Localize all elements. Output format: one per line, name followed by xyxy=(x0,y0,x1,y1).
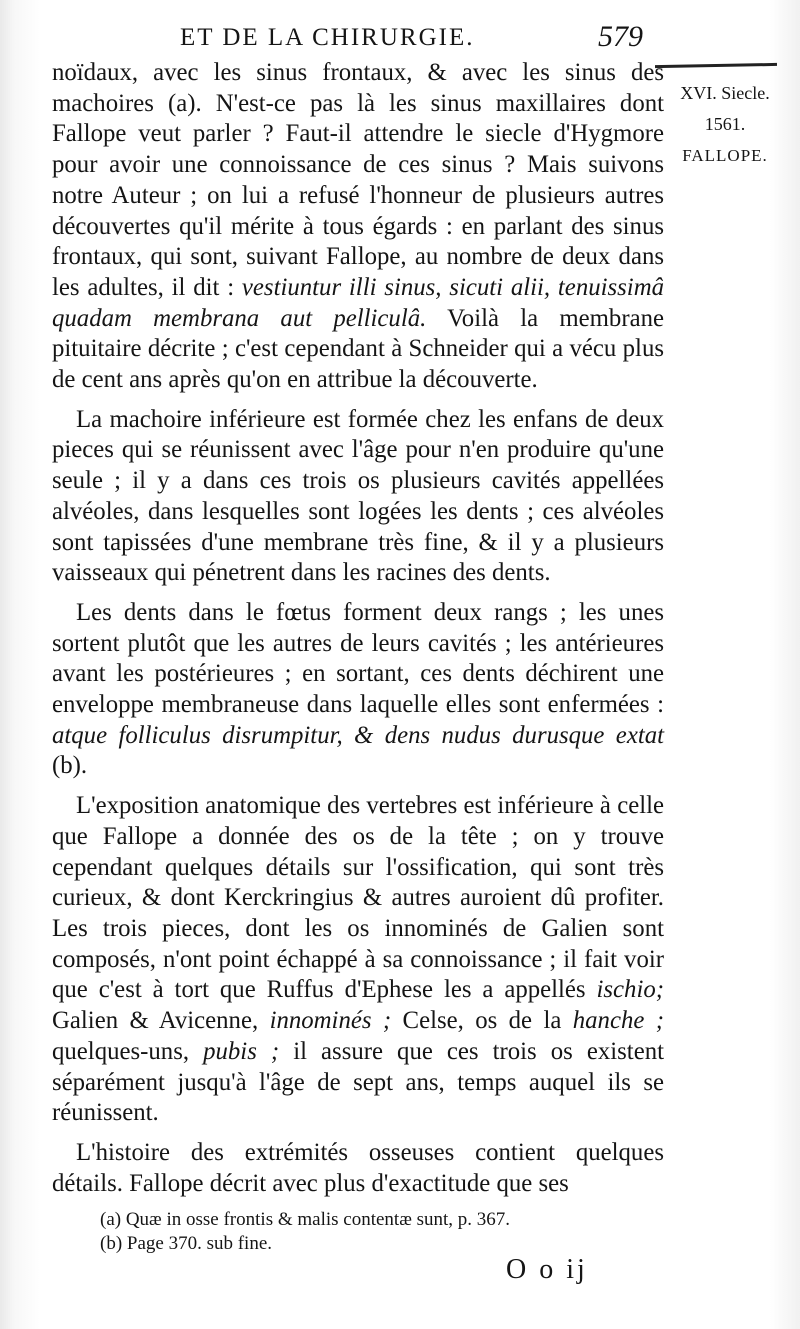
text-segment: (b). xyxy=(52,752,88,780)
italic-segment: hanche ; xyxy=(572,1007,665,1035)
text-segment: il assure que ces trois os existent séparément jusqu'à l'âge de sept ans, temps auquel ils se réunissent. xyxy=(52,1037,664,1127)
text-segment: Galien & Avicenne, xyxy=(52,1007,270,1035)
page-number: 579 xyxy=(598,20,643,53)
footnote-b: (b) Page 370. sub fine. xyxy=(100,1233,273,1254)
text-segment: L'histoire des extrémités osseuses contient quelques détails. Fallope décrit avec plus d'exactitude que ses xyxy=(52,1138,664,1197)
margin-century: XVI. Siecle. xyxy=(680,83,770,103)
italic-segment: pubis ; xyxy=(203,1037,280,1065)
text-segment: La machoire inférieure est formée chez les enfans de deux pieces qui se réunissent avec l'âge pour n'en produire qu'une seule ; il y a dans ces trois os plusieurs cavités appellées alvéoles, dans lesquelles sont logées les dents ; ces alvéoles sont tapissées d'une membrane très fine, & il y a plusieurs vaisseaux qui pénetrent dans les racines des dents. xyxy=(52,405,664,587)
text-segment: noïdaux, avec les sinus frontaux, & avec les sinus des machoires (a). N'est-ce pas là les sinus maxillaires dont Fallope veut parler ? Faut-il attendre le siecle d'Hygmore pour avoir une connoissance de ces sinus ? Mais suivons notre Auteur ; on lui a refusé l'honneur de plusieurs autres découvertes qu'il mérite à tous égards : en parlant des sinus frontaux, qui sont, suivant Fallope, au nombre de deux dans les adultes, il dit : xyxy=(52,59,664,301)
text-segment: Les dents dans le fœtus forment deux rangs ; les unes sortent plutôt que les autres de leurs cavités ; les antérieures avant les postérieures ; en sortant, ces dents déchirent une enveloppe membraneuse dans laquelle elles sont enfermées : xyxy=(52,598,664,719)
footnote-a: (a) Quæ in osse frontis & malis contentæ sunt, p. 367. xyxy=(100,1209,511,1230)
margin-rule xyxy=(655,63,777,68)
italic-segment: ischio; xyxy=(596,976,664,1004)
margin-year: 1561. xyxy=(704,114,746,134)
running-head: ET DE LA CHIRURGIE. xyxy=(180,24,475,51)
footnotes xyxy=(100,1208,660,1256)
paragraph xyxy=(52,58,664,396)
italic-segment: innominés ; xyxy=(269,1007,392,1035)
paragraph xyxy=(52,1138,664,1199)
text-segment: Celse, os de la xyxy=(391,1007,573,1035)
paragraph xyxy=(52,598,664,782)
text-segment: quelques-uns, xyxy=(52,1037,204,1065)
page-header xyxy=(120,18,660,58)
signature-mark: O o ij xyxy=(506,1254,588,1285)
text-segment: L'exposition anatomique des vertebres est inférieure à celle que Fallope a donnée des os de la tête ; on y trouve cependant quelques détails sur l'ossification, qui sont très curieux, & dont Kerckringius & autres auroient dû profiter. Les trois pieces, dont les os innominés de Galien sont composés, n'ont point échappé à sa connoissance ; il fait voir que c'est à tort que Ruffus d'Ephese les a appellés xyxy=(52,792,664,1004)
paragraph xyxy=(52,405,664,589)
body-text xyxy=(52,58,664,1199)
margin-author: FALLOPE. xyxy=(682,146,768,165)
italic-segment: vestiuntur illi sinus, sicuti alii, tenuissimâ quadam membrana aut pelliculâ. xyxy=(52,273,664,332)
paragraph xyxy=(52,791,664,1129)
margin-notes xyxy=(662,78,788,171)
text-segment: Voilà la membrane pituitaire décrite ; c'est cependant à Schneider qui a vécu plus de cent ans après qu'on en attribue la découverte. xyxy=(52,304,664,394)
italic-segment: atque folliculus disrumpitur, & dens nudus durusque extat xyxy=(52,721,664,749)
